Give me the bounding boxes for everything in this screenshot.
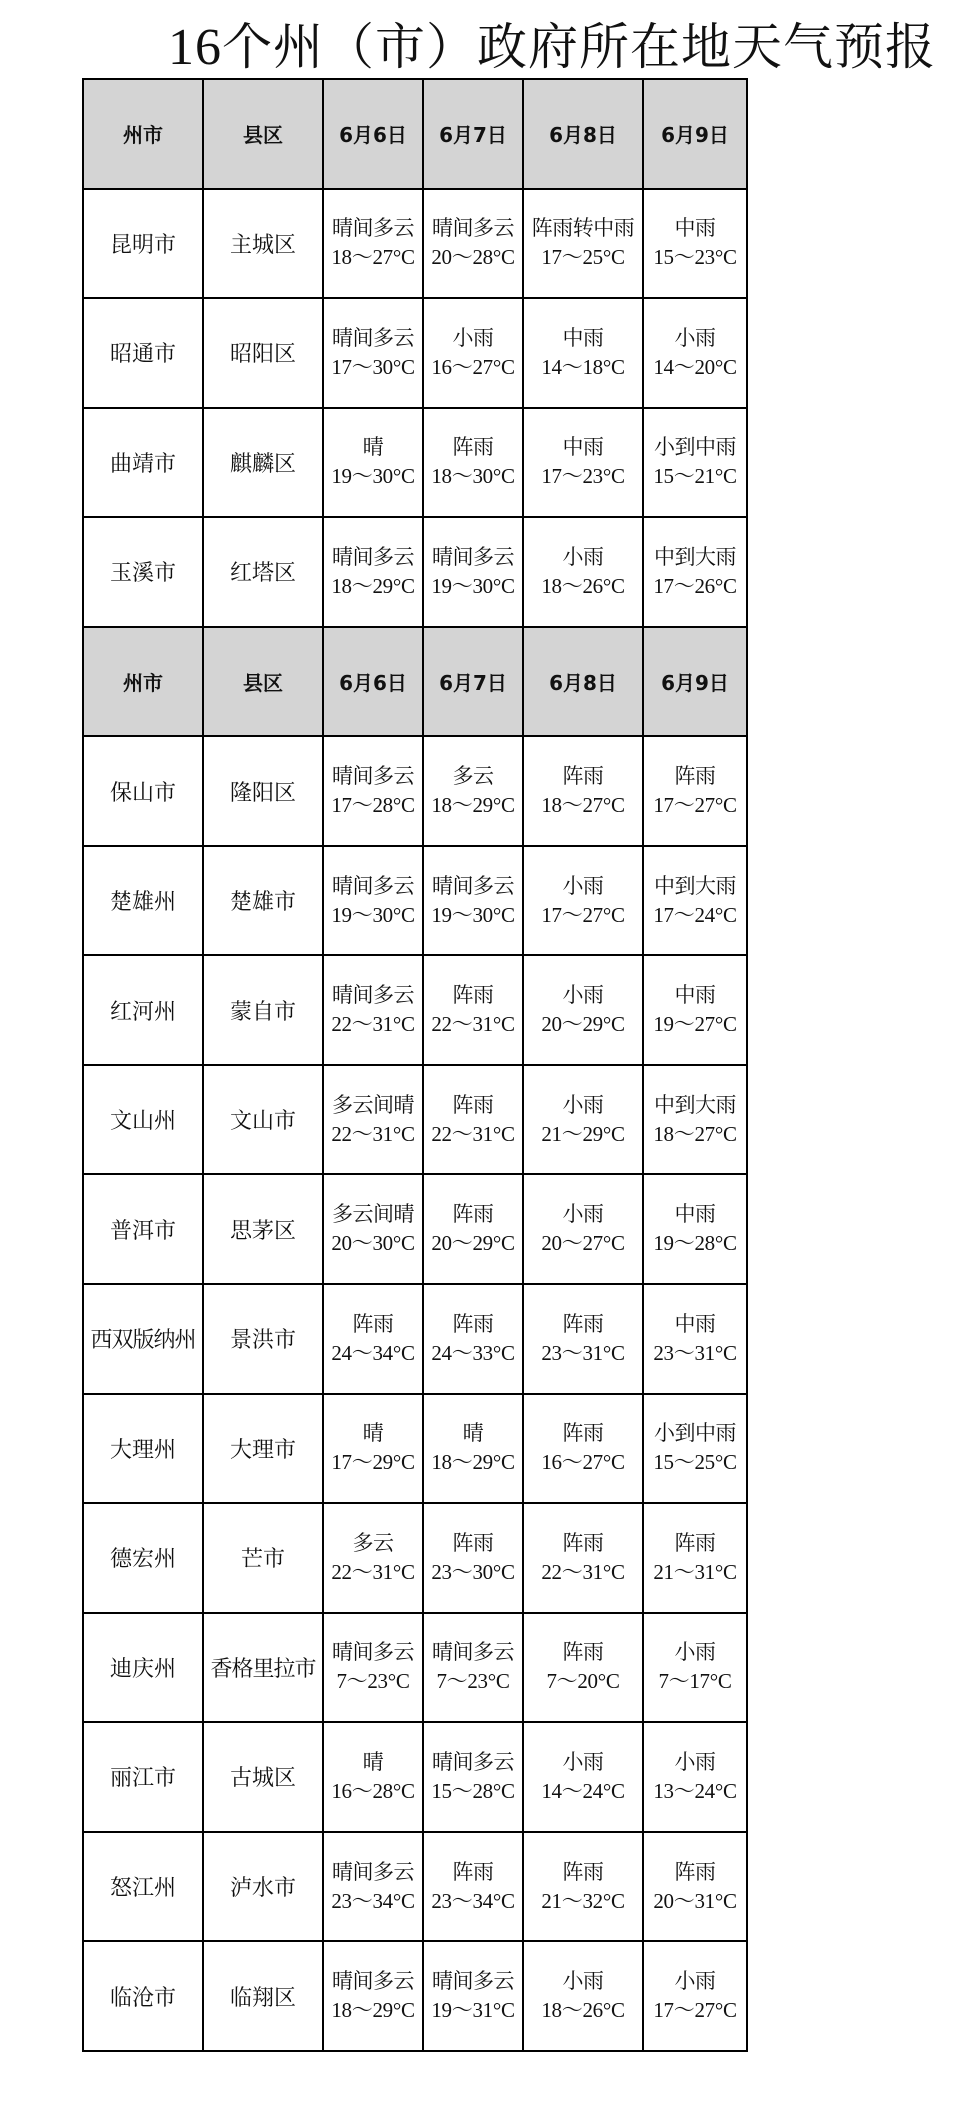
district-cell: 楚雄市 xyxy=(203,846,323,956)
weather-condition: 阵雨 xyxy=(562,1530,604,1555)
forecast-cell xyxy=(523,1503,643,1613)
district-cell: 主城区 xyxy=(203,189,323,299)
weather-condition: 晴 xyxy=(362,1749,384,1774)
temperature-range: 15～28°C xyxy=(431,1778,515,1803)
weather-condition: 晴间多云 xyxy=(332,873,414,898)
forecast-cell xyxy=(643,408,747,518)
forecast-cell xyxy=(423,298,523,408)
weather-condition: 晴间多云 xyxy=(332,325,414,350)
temperature-range: 18～26°C xyxy=(541,573,625,598)
temperature-range: 19～31°C xyxy=(431,1998,515,2023)
temperature-range: 20～29°C xyxy=(431,1231,515,1256)
temperature-range: 20～28°C xyxy=(431,245,515,270)
table-row xyxy=(83,298,747,408)
weather-condition: 阵雨 xyxy=(562,1311,604,1336)
forecast-cell xyxy=(643,517,747,627)
weather-condition: 小雨 xyxy=(562,1749,604,1774)
weather-condition: 中雨 xyxy=(674,1311,716,1336)
weather-condition: 阵雨 xyxy=(452,983,494,1008)
temperature-range: 17～27°C xyxy=(653,1998,737,2023)
forecast-cell xyxy=(643,846,747,956)
forecast-cell xyxy=(523,298,643,408)
forecast-cell xyxy=(523,408,643,518)
temperature-range: 16～27°C xyxy=(431,354,515,379)
forecast-cell xyxy=(423,1284,523,1394)
temperature-range: 20～29°C xyxy=(541,1012,625,1037)
weather-condition: 阵雨 xyxy=(674,764,716,789)
temperature-range: 17～29°C xyxy=(331,1450,415,1475)
temperature-range: 19～27°C xyxy=(653,1012,737,1037)
district-cell: 思茅区 xyxy=(203,1174,323,1284)
weather-condition: 小雨 xyxy=(562,873,604,898)
forecast-cell xyxy=(523,1722,643,1832)
forecast-cell xyxy=(643,1174,747,1284)
weather-condition: 阵雨 xyxy=(562,1859,604,1884)
temperature-range: 14～20°C xyxy=(653,354,737,379)
temperature-range: 7～23°C xyxy=(436,1669,510,1694)
table-row xyxy=(83,1284,747,1394)
district-cell: 泸水市 xyxy=(203,1832,323,1942)
forecast-cell xyxy=(423,1503,523,1613)
weather-condition: 阵雨 xyxy=(674,1530,716,1555)
weather-condition: 多云间晴 xyxy=(332,1202,414,1227)
table-row xyxy=(83,1613,747,1723)
forecast-cell xyxy=(423,955,523,1065)
temperature-range: 18～27°C xyxy=(331,245,415,270)
district-cell: 蒙自市 xyxy=(203,955,323,1065)
forecast-cell xyxy=(523,1394,643,1504)
header-district: 县区 xyxy=(203,79,323,189)
district-cell: 麒麟区 xyxy=(203,408,323,518)
temperature-range: 22～31°C xyxy=(331,1559,415,1584)
city-cell: 西双版纳州 xyxy=(83,1284,203,1394)
temperature-range: 15～25°C xyxy=(653,1450,737,1475)
weather-condition: 阵雨 xyxy=(452,435,494,460)
temperature-range: 7～20°C xyxy=(546,1669,620,1694)
temperature-range: 17～26°C xyxy=(653,573,737,598)
temperature-range: 23～34°C xyxy=(331,1888,415,1913)
weather-condition: 小雨 xyxy=(674,325,716,350)
district-cell: 昭阳区 xyxy=(203,298,323,408)
forecast-cell xyxy=(423,1613,523,1723)
weather-condition: 晴间多云 xyxy=(432,1640,514,1665)
table-row xyxy=(83,736,747,846)
forecast-cell xyxy=(323,1394,423,1504)
forecast-cell xyxy=(423,736,523,846)
forecast-cell xyxy=(323,1284,423,1394)
temperature-range: 18～27°C xyxy=(653,1121,737,1146)
forecast-cell xyxy=(323,955,423,1065)
table-row xyxy=(83,846,747,956)
forecast-cell xyxy=(523,1284,643,1394)
temperature-range: 17～27°C xyxy=(541,902,625,927)
temperature-range: 23～31°C xyxy=(541,1340,625,1365)
forecast-cell xyxy=(523,1941,643,2051)
weather-condition: 中雨 xyxy=(562,435,604,460)
forecast-cell xyxy=(323,736,423,846)
temperature-range: 14～24°C xyxy=(541,1778,625,1803)
weather-condition: 中到大雨 xyxy=(654,1092,736,1117)
city-cell: 迪庆州 xyxy=(83,1613,203,1723)
forecast-cell xyxy=(423,189,523,299)
forecast-cell xyxy=(643,1065,747,1175)
city-cell: 德宏州 xyxy=(83,1503,203,1613)
weather-condition: 晴 xyxy=(362,435,384,460)
forecast-cell xyxy=(523,189,643,299)
weather-condition: 小雨 xyxy=(562,544,604,569)
weather-condition: 小雨 xyxy=(452,325,494,350)
forecast-cell xyxy=(523,1832,643,1942)
weather-condition: 阵雨 xyxy=(452,1859,494,1884)
table-row xyxy=(83,189,747,299)
weather-condition: 中雨 xyxy=(562,325,604,350)
forecast-cell xyxy=(323,408,423,518)
forecast-cell xyxy=(643,1613,747,1723)
forecast-cell xyxy=(523,517,643,627)
weather-condition: 多云 xyxy=(452,764,494,789)
temperature-range: 22～31°C xyxy=(331,1012,415,1037)
weather-condition: 阵雨 xyxy=(674,1859,716,1884)
forecast-cell xyxy=(523,1065,643,1175)
weather-condition: 小到中雨 xyxy=(654,1421,736,1446)
forecast-cell xyxy=(423,1174,523,1284)
header-district: 县区 xyxy=(203,627,323,737)
city-cell: 昭通市 xyxy=(83,298,203,408)
forecast-cell xyxy=(323,1503,423,1613)
temperature-range: 16～28°C xyxy=(331,1778,415,1803)
forecast-cell xyxy=(643,1832,747,1942)
forecast-cell xyxy=(523,736,643,846)
temperature-range: 22～31°C xyxy=(431,1121,515,1146)
forecast-cell xyxy=(643,1941,747,2051)
temperature-range: 7～23°C xyxy=(336,1669,410,1694)
forecast-cell xyxy=(643,736,747,846)
city-cell: 楚雄州 xyxy=(83,846,203,956)
temperature-range: 17～27°C xyxy=(653,793,737,818)
forecast-cell xyxy=(423,1941,523,2051)
forecast-cell xyxy=(323,1065,423,1175)
temperature-range: 22～31°C xyxy=(331,1121,415,1146)
forecast-cell xyxy=(323,1941,423,2051)
temperature-range: 22～31°C xyxy=(431,1012,515,1037)
city-cell: 保山市 xyxy=(83,736,203,846)
weather-condition: 晴间多云 xyxy=(332,983,414,1008)
city-cell: 曲靖市 xyxy=(83,408,203,518)
header-date: 6月7日 xyxy=(423,627,523,737)
weather-condition: 中雨 xyxy=(674,216,716,241)
page-title xyxy=(168,12,958,83)
temperature-range: 20～31°C xyxy=(653,1888,737,1913)
temperature-range: 19～30°C xyxy=(331,902,415,927)
weather-condition: 晴间多云 xyxy=(332,1969,414,1994)
temperature-range: 14～18°C xyxy=(541,354,625,379)
weather-condition: 阵雨 xyxy=(562,1421,604,1446)
table-row xyxy=(83,1503,747,1613)
weather-condition: 晴间多云 xyxy=(432,873,514,898)
temperature-range: 18～29°C xyxy=(431,793,515,818)
city-cell: 临沧市 xyxy=(83,1941,203,2051)
header-city: 州市 xyxy=(83,79,203,189)
temperature-range: 23～30°C xyxy=(431,1559,515,1584)
weather-condition: 阵雨 xyxy=(452,1092,494,1117)
weather-condition: 阵雨 xyxy=(562,1640,604,1665)
district-cell: 红塔区 xyxy=(203,517,323,627)
district-cell: 大理市 xyxy=(203,1394,323,1504)
weather-condition: 阵雨 xyxy=(562,764,604,789)
weather-condition: 小雨 xyxy=(562,1092,604,1117)
forecast-cell xyxy=(423,846,523,956)
title-text: 个州（市）政府所在地天气预报 xyxy=(222,18,936,76)
temperature-range: 21～32°C xyxy=(541,1888,625,1913)
temperature-range: 15～23°C xyxy=(653,245,737,270)
table-row xyxy=(83,1722,747,1832)
weather-condition: 晴间多云 xyxy=(432,544,514,569)
temperature-range: 13～24°C xyxy=(653,1778,737,1803)
forecast-cell xyxy=(423,1832,523,1942)
table-row xyxy=(83,1174,747,1284)
weather-condition: 中雨 xyxy=(674,1202,716,1227)
forecast-cell xyxy=(423,517,523,627)
temperature-range: 17～23°C xyxy=(541,464,625,489)
forecast-cell xyxy=(323,846,423,956)
temperature-range: 19～28°C xyxy=(653,1231,737,1256)
weather-condition: 晴间多云 xyxy=(332,1859,414,1884)
weather-condition: 小雨 xyxy=(562,983,604,1008)
weather-condition: 小雨 xyxy=(674,1969,716,1994)
header-date: 6月7日 xyxy=(423,79,523,189)
temperature-range: 18～29°C xyxy=(431,1450,515,1475)
table-row xyxy=(83,1832,747,1942)
weather-condition: 晴 xyxy=(462,1421,484,1446)
weather-condition: 晴间多云 xyxy=(332,1640,414,1665)
header-date: 6月8日 xyxy=(523,627,643,737)
forecast-cell xyxy=(643,189,747,299)
forecast-cell xyxy=(323,1174,423,1284)
city-cell: 大理州 xyxy=(83,1394,203,1504)
weather-condition: 晴间多云 xyxy=(332,216,414,241)
temperature-range: 23～34°C xyxy=(431,1888,515,1913)
temperature-range: 15～21°C xyxy=(653,464,737,489)
district-cell: 香格里拉市 xyxy=(203,1613,323,1723)
district-cell: 景洪市 xyxy=(203,1284,323,1394)
header-date: 6月9日 xyxy=(643,79,747,189)
weather-condition: 小雨 xyxy=(674,1640,716,1665)
city-cell: 昆明市 xyxy=(83,189,203,299)
forecast-cell xyxy=(423,1394,523,1504)
forecast-cell xyxy=(643,955,747,1065)
weather-condition: 多云 xyxy=(352,1530,394,1555)
forecast-table xyxy=(82,78,748,2052)
table-row xyxy=(83,1941,747,2051)
temperature-range: 17～28°C xyxy=(331,793,415,818)
forecast-cell xyxy=(323,298,423,408)
table-row xyxy=(83,1065,747,1175)
temperature-range: 20～30°C xyxy=(331,1231,415,1256)
forecast-cell xyxy=(423,408,523,518)
temperature-range: 21～29°C xyxy=(541,1121,625,1146)
temperature-range: 24～34°C xyxy=(331,1340,415,1365)
weather-condition: 晴间多云 xyxy=(332,544,414,569)
temperature-range: 7～17°C xyxy=(658,1669,732,1694)
forecast-cell xyxy=(323,189,423,299)
title-number: 16 xyxy=(168,19,222,76)
city-cell: 红河州 xyxy=(83,955,203,1065)
header-city: 州市 xyxy=(83,627,203,737)
district-cell: 隆阳区 xyxy=(203,736,323,846)
forecast-cell xyxy=(523,846,643,956)
weather-condition: 多云间晴 xyxy=(332,1092,414,1117)
weather-condition: 晴间多云 xyxy=(432,216,514,241)
forecast-cell xyxy=(323,1722,423,1832)
weather-condition: 小雨 xyxy=(562,1202,604,1227)
weather-condition: 阵雨 xyxy=(452,1202,494,1227)
temperature-range: 18～26°C xyxy=(541,1998,625,2023)
temperature-range: 21～31°C xyxy=(653,1559,737,1584)
forecast-cell xyxy=(643,298,747,408)
temperature-range: 17～24°C xyxy=(653,902,737,927)
forecast-cell xyxy=(643,1722,747,1832)
temperature-range: 17～25°C xyxy=(541,245,625,270)
temperature-range: 18～30°C xyxy=(431,464,515,489)
forecast-cell xyxy=(323,517,423,627)
weather-condition: 晴间多云 xyxy=(432,1749,514,1774)
table-row xyxy=(83,408,747,518)
district-cell: 临翔区 xyxy=(203,1941,323,2051)
temperature-range: 18～29°C xyxy=(331,1998,415,2023)
table-header-row xyxy=(83,627,747,737)
header-date: 6月9日 xyxy=(643,627,747,737)
header-date: 6月8日 xyxy=(523,79,643,189)
weather-condition: 中雨 xyxy=(674,983,716,1008)
city-cell: 怒江州 xyxy=(83,1832,203,1942)
weather-condition: 小到中雨 xyxy=(654,435,736,460)
temperature-range: 19～30°C xyxy=(331,464,415,489)
table-row xyxy=(83,517,747,627)
table-header-row xyxy=(83,79,747,189)
forecast-cell xyxy=(643,1503,747,1613)
temperature-range: 18～27°C xyxy=(541,793,625,818)
forecast-cell xyxy=(643,1284,747,1394)
temperature-range: 22～31°C xyxy=(541,1559,625,1584)
header-date: 6月6日 xyxy=(323,79,423,189)
weather-condition: 阵雨 xyxy=(352,1311,394,1336)
forecast-cell xyxy=(523,955,643,1065)
temperature-range: 24～33°C xyxy=(431,1340,515,1365)
temperature-range: 19～30°C xyxy=(431,573,515,598)
weather-condition: 晴间多云 xyxy=(432,1969,514,1994)
city-cell: 文山州 xyxy=(83,1065,203,1175)
weather-condition: 晴间多云 xyxy=(332,764,414,789)
forecast-cell xyxy=(523,1174,643,1284)
temperature-range: 18～29°C xyxy=(331,573,415,598)
forecast-cell xyxy=(643,1394,747,1504)
weather-condition: 中到大雨 xyxy=(654,544,736,569)
table-row xyxy=(83,955,747,1065)
table-row xyxy=(83,1394,747,1504)
temperature-range: 19～30°C xyxy=(431,902,515,927)
city-cell: 普洱市 xyxy=(83,1174,203,1284)
header-date: 6月6日 xyxy=(323,627,423,737)
temperature-range: 17～30°C xyxy=(331,354,415,379)
weather-condition: 阵雨 xyxy=(452,1530,494,1555)
forecast-cell xyxy=(423,1065,523,1175)
district-cell: 文山市 xyxy=(203,1065,323,1175)
weather-condition: 小雨 xyxy=(674,1749,716,1774)
temperature-range: 16～27°C xyxy=(541,1450,625,1475)
city-cell: 玉溪市 xyxy=(83,517,203,627)
temperature-range: 23～31°C xyxy=(653,1340,737,1365)
forecast-cell xyxy=(423,1722,523,1832)
weather-condition: 阵雨转中雨 xyxy=(531,216,635,241)
weather-condition: 阵雨 xyxy=(452,1311,494,1336)
city-cell: 丽江市 xyxy=(83,1722,203,1832)
weather-condition: 中到大雨 xyxy=(654,873,736,898)
district-cell: 芒市 xyxy=(203,1503,323,1613)
weather-condition: 晴 xyxy=(362,1421,384,1446)
forecast-cell xyxy=(523,1613,643,1723)
weather-condition: 小雨 xyxy=(562,1969,604,1994)
temperature-range: 20～27°C xyxy=(541,1231,625,1256)
district-cell: 古城区 xyxy=(203,1722,323,1832)
forecast-cell xyxy=(323,1613,423,1723)
forecast-cell xyxy=(323,1832,423,1942)
